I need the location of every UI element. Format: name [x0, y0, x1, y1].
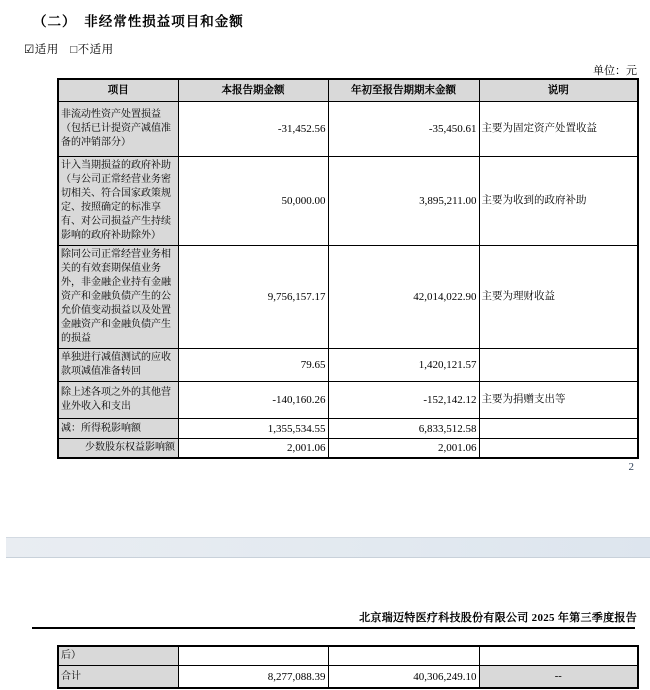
page-gap-band [6, 537, 650, 558]
not-applicable-checkbox-unchecked: □不适用 [70, 44, 114, 56]
current-amount-cell: 2,001.06 [178, 439, 328, 459]
report-header-rule [32, 627, 635, 629]
page-number: 2 [628, 461, 634, 473]
note-cell [479, 349, 638, 382]
table-row [58, 157, 638, 246]
item-cell: 单独进行减值测试的应收款项减值准备转回 [58, 349, 178, 382]
note-cell: 主要为捐赠支出等 [479, 382, 638, 419]
ytd-amount-cell: 42,014,022.90 [328, 246, 479, 349]
applicable-checkbox-checked: ☑适用 [24, 44, 59, 56]
col-header-item: 项目 [58, 79, 178, 102]
table-header-row [58, 79, 638, 102]
report-header: 北京瑞迈特医疗科技股份有限公司 2025 年第三季度报告 [359, 612, 637, 624]
note-cell: 主要为理财收益 [479, 246, 638, 349]
current-amount-cell: -140,160.26 [178, 382, 328, 419]
current-amount-cell: 8,277,088.39 [178, 666, 328, 689]
table-row [58, 349, 638, 382]
ytd-amount-cell: 3,895,211.00 [328, 157, 479, 246]
total-label-cell: 合计 [58, 666, 178, 689]
col-header-current-period: 本报告期金额 [178, 79, 328, 102]
item-cell: 除同公司正常经营业务相关的有效套期保值业务外，非金融企业持有金融资产和金融负债产生的公允价值变动损益以及处置金融资产和金融负债产生的损益 [58, 246, 178, 349]
current-amount-cell [178, 646, 328, 666]
current-amount-cell: 50,000.00 [178, 157, 328, 246]
table-row [58, 102, 638, 157]
current-amount-cell: -31,452.56 [178, 102, 328, 157]
item-cell: 减：所得税影响额 [58, 419, 178, 439]
note-cell [479, 419, 638, 439]
note-cell: 主要为收到的政府补助 [479, 157, 638, 246]
applicability-line [24, 41, 122, 57]
current-amount-cell: 79.65 [178, 349, 328, 382]
current-amount-cell: 9,756,157.17 [178, 246, 328, 349]
item-cell: 计入当期损益的政府补助（与公司正常经营业务密切相关、符合国家政策规定、按照确定的标准享有、对公司损益产生持续影响的政府补助除外） [58, 157, 178, 246]
table-row [58, 439, 638, 459]
current-amount-cell: 1,355,534.55 [178, 419, 328, 439]
note-cell [479, 439, 638, 459]
note-cell [479, 646, 638, 666]
ytd-amount-cell: 2,001.06 [328, 439, 479, 459]
section-title: （二） 非经常性损益项目和金额 [33, 14, 244, 29]
col-header-year-to-date: 年初至报告期期末金额 [328, 79, 479, 102]
col-header-note: 说明 [479, 79, 638, 102]
table-row [58, 246, 638, 349]
ytd-amount-cell: -152,142.12 [328, 382, 479, 419]
ytd-amount-cell: 1,420,121.57 [328, 349, 479, 382]
unit-label: 单位：元 [593, 65, 637, 77]
ytd-amount-cell [328, 646, 479, 666]
ytd-amount-cell: 6,833,512.58 [328, 419, 479, 439]
totals-continuation-table [57, 645, 639, 689]
table-row-total [58, 666, 638, 689]
ytd-amount-cell: -35,450.61 [328, 102, 479, 157]
item-cell: 非流动性资产处置损益（包括已计提资产减值准备的冲销部分） [58, 102, 178, 157]
nonrecurring-items-table [57, 78, 639, 459]
note-cell: -- [479, 666, 638, 689]
ytd-amount-cell: 40,306,249.10 [328, 666, 479, 689]
item-cell: 后） [58, 646, 178, 666]
item-cell: 少数股东权益影响额 [58, 439, 178, 459]
table-row [58, 419, 638, 439]
note-cell: 主要为固定资产处置收益 [479, 102, 638, 157]
table-row [58, 382, 638, 419]
table-row [58, 646, 638, 666]
item-cell: 除上述各项之外的其他营业外收入和支出 [58, 382, 178, 419]
